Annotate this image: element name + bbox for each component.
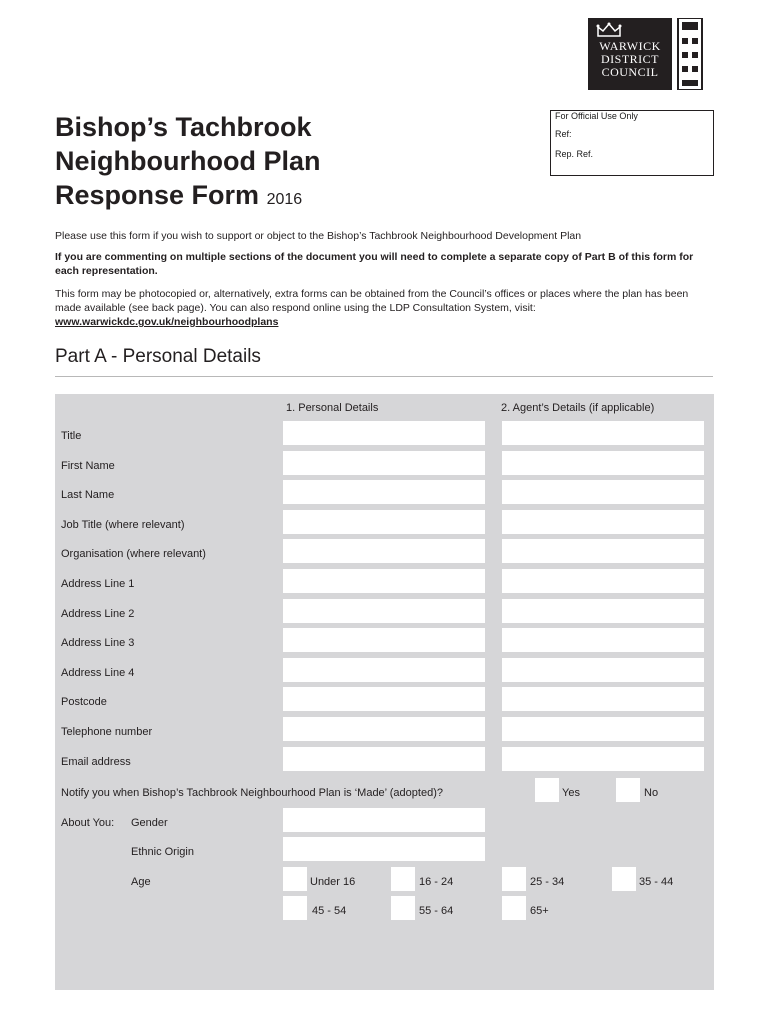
address-line-2-agent-input[interactable] — [502, 599, 704, 623]
form-title — [55, 110, 320, 217]
age-45-54-checkbox[interactable] — [283, 896, 307, 920]
intro-paragraph-2: If you are commenting on multiple sections of the document you will need to complete a separate copy of Part B of this form for each representation. — [55, 251, 694, 277]
tower-icon — [676, 18, 704, 90]
personal-details-panel — [55, 394, 714, 990]
title-year: 2016 — [266, 191, 303, 208]
logo-line-1: WARWICK — [599, 39, 661, 53]
logo-line-2: DISTRICT — [601, 52, 659, 66]
age-45-54-label: 45 - 54 — [312, 905, 347, 917]
last-name-agent-input[interactable] — [502, 480, 704, 504]
age-55-64-checkbox[interactable] — [391, 896, 415, 920]
address-line-2-personal-input[interactable] — [283, 599, 485, 623]
age-65-plus-label: 65+ — [530, 905, 549, 917]
last-name-label: Last Name — [61, 489, 115, 502]
address-line-1-personal-input[interactable] — [283, 569, 485, 593]
title-label: Title — [61, 430, 82, 442]
telephone-number-personal-input[interactable] — [283, 717, 485, 741]
title-agent-input[interactable] — [502, 421, 704, 445]
job-title-personal-input[interactable] — [283, 510, 485, 534]
about-you-label: About You: — [61, 817, 115, 829]
ethnic-origin-label: Ethnic Origin — [131, 846, 194, 858]
title-personal-input[interactable] — [283, 421, 485, 445]
personal-details-column-header: 1. Personal Details — [286, 402, 379, 414]
notify-question: Notify you when Bishop’s Tachbrook Neighbourhood Plan is ‘Made’ (adopted)? — [61, 787, 443, 799]
address-line-2-label: Address Line 2 — [61, 607, 135, 620]
notify-no-checkbox[interactable] — [616, 778, 640, 802]
age-35-44-label: 35 - 44 — [639, 876, 674, 888]
part-a-divider — [55, 376, 713, 377]
ethnic-origin-input[interactable] — [283, 837, 485, 861]
logo-text — [588, 40, 672, 79]
age-35-44-checkbox[interactable] — [612, 867, 636, 891]
notify-no-label: No — [644, 787, 659, 799]
organisation-label: Organisation (where relevant) — [61, 548, 206, 561]
organisation-personal-input[interactable] — [283, 539, 485, 563]
age-label: Age — [131, 876, 151, 888]
age-25-34-label: 25 - 34 — [530, 876, 565, 888]
notify-yes-checkbox[interactable] — [535, 778, 559, 802]
official-rep-ref-label: Rep. Ref. — [555, 149, 594, 159]
age-65-plus-checkbox[interactable] — [502, 896, 526, 920]
intro-paragraph-1: Please use this form if you wish to support or object to the Bishop’s Tachbrook Neighbourhood Development Plan — [55, 230, 582, 242]
title-line-2: Neighbourhood Plan — [55, 146, 321, 176]
telephone-number-label: Telephone number — [61, 726, 153, 738]
telephone-number-agent-input[interactable] — [502, 717, 704, 741]
address-line-1-agent-input[interactable] — [502, 569, 704, 593]
address-line-1-label: Address Line 1 — [61, 578, 135, 590]
part-a-title: Part A - Personal Details — [55, 346, 261, 367]
address-line-3-label: Address Line 3 — [61, 637, 135, 650]
neighbourhood-plans-link[interactable]: www.warwickdc.gov.uk/neighbourhoodplans — [55, 316, 279, 328]
age-55-64-label: 55 - 64 — [419, 905, 454, 917]
intro-paragraph-3 — [55, 287, 707, 329]
age-under-16-checkbox[interactable] — [283, 867, 307, 891]
age-under-16-label: Under 16 — [310, 876, 356, 888]
address-line-3-personal-input[interactable] — [283, 628, 485, 652]
crown-icon — [596, 22, 622, 38]
first-name-label: First Name — [61, 459, 115, 472]
postcode-agent-input[interactable] — [502, 687, 704, 711]
official-use-box — [550, 110, 714, 176]
official-ref-label: Ref: — [555, 129, 572, 139]
address-line-4-label: Address Line 4 — [61, 666, 135, 679]
age-25-34-checkbox[interactable] — [502, 867, 526, 891]
logo-line-3: COUNCIL — [601, 65, 659, 79]
title-line-1: Bishop’s Tachbrook — [55, 112, 312, 142]
warwick-district-council-logo — [588, 18, 714, 90]
job-title-label: Job Title (where relevant) — [61, 518, 185, 531]
email-address-personal-input[interactable] — [283, 747, 485, 771]
address-line-3-agent-input[interactable] — [502, 628, 704, 652]
age-16-24-checkbox[interactable] — [391, 867, 415, 891]
email-address-label: Email address — [61, 755, 131, 768]
gender-input[interactable] — [283, 808, 485, 832]
postcode-label: Postcode — [61, 696, 107, 709]
first-name-agent-input[interactable] — [502, 451, 704, 475]
email-address-agent-input[interactable] — [502, 747, 704, 771]
job-title-agent-input[interactable] — [502, 510, 704, 534]
title-line-3: Response Form — [55, 180, 260, 210]
intro-paragraph-3-text: This form may be photocopied or, alternatively, extra forms can be obtained from the Council’s offices or places where the plan has been made available (see back page). You can also respond online using the LDP Consultation System, visit: — [55, 288, 689, 314]
last-name-personal-input[interactable] — [283, 480, 485, 504]
address-line-4-personal-input[interactable] — [283, 658, 485, 682]
first-name-personal-input[interactable] — [283, 451, 485, 475]
age-16-24-label: 16 - 24 — [419, 876, 454, 888]
gender-label: Gender — [131, 817, 168, 829]
notify-yes-label: Yes — [562, 787, 580, 799]
postcode-personal-input[interactable] — [283, 687, 485, 711]
logo-badge — [588, 18, 672, 90]
agent-details-column-header: 2. Agent’s Details (if applicable) — [501, 402, 655, 414]
organisation-agent-input[interactable] — [502, 539, 704, 563]
official-use-heading: For Official Use Only — [555, 111, 638, 121]
address-line-4-agent-input[interactable] — [502, 658, 704, 682]
